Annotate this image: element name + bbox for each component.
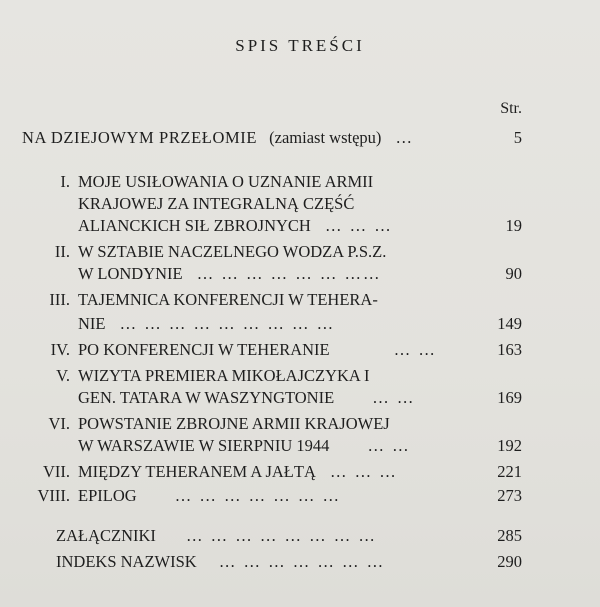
toc-page-number: 192 [497, 436, 522, 455]
leader-dots: … … … [330, 462, 398, 481]
chapter-number: II. [54, 242, 70, 261]
chapter-number: VII. [42, 462, 70, 481]
leader-dots: … … … … … … … … [186, 526, 377, 545]
toc-page-number: 149 [497, 314, 522, 333]
toc-entry-line: POWSTANIE ZBROJNE ARMII KRAJOWEJ [78, 414, 390, 433]
toc-entry-text: NIE [78, 314, 106, 333]
toc-entry-line: WIZYTA PREMIERA MIKOŁAJCZYKA I [78, 366, 370, 385]
toc-entry-text: W WARSZAWIE W SIERPNIU 1944 [78, 436, 330, 455]
toc-page-number: 285 [497, 526, 522, 545]
chapter-number: III. [49, 290, 70, 309]
toc-entry-line: W SZTABIE NACZELNEGO WODZA P.S.Z. [78, 242, 387, 261]
page-column-header: Str. [500, 100, 522, 117]
chapter-number: IV. [50, 340, 70, 359]
chapter-number: VI. [48, 414, 70, 433]
toc-entry-text: INDEKS NAZWISK [56, 552, 197, 571]
leader-dots: … … … … … … … [218, 552, 386, 571]
toc-entry-line: KRAJOWEJ ZA INTEGRALNĄ CZĘŚĆ [78, 194, 355, 213]
page-title: SPIS TREŚCI [235, 36, 365, 55]
toc-page-number: 5 [513, 128, 522, 147]
leader-dots: … … … [324, 216, 393, 235]
toc-entry-text: ALIANCKICH SIŁ ZBROJNYCH [78, 216, 311, 235]
toc-entry-text: MIĘDZY TEHERANEM A JAŁTĄ [78, 462, 316, 481]
toc-entry-line [78, 486, 341, 506]
toc-page-number: 19 [505, 216, 522, 235]
toc-entry-text: ZAŁĄCZNIKI [56, 526, 156, 545]
toc-page-number: 169 [497, 388, 522, 407]
toc-entry-line: TAJEMNICA KONFERENCJI W TEHERA- [78, 290, 378, 309]
toc-page-number: 273 [497, 486, 522, 505]
toc-page-number: 90 [505, 264, 522, 283]
toc-entry-appendices [56, 526, 377, 546]
toc-entry-index [56, 552, 385, 572]
toc-entry-line [78, 264, 382, 284]
leader-dots: … … [393, 340, 437, 359]
toc-entry-line [78, 314, 335, 334]
toc-entry-line [78, 462, 398, 482]
leader-dots: … … [372, 388, 416, 407]
toc-entry-line: MOJE USIŁOWANIA O UZNANIE ARMII [78, 172, 374, 191]
leader-dots: … [395, 128, 415, 147]
chapter-number: V. [56, 366, 70, 385]
toc-entry-line [78, 388, 415, 408]
toc-entry-text: W LONDYNIE [78, 264, 183, 283]
toc-entry-line [78, 436, 411, 456]
toc-entry-subtitle: (zamiast wstępu) [269, 128, 382, 147]
leader-dots: … … … … … … … [174, 486, 342, 505]
toc-entry-text: GEN. TATARA W WASZYNGTONIE [78, 388, 335, 407]
toc-page-number: 290 [497, 552, 522, 571]
toc-entry-intro [22, 128, 414, 148]
chapter-number: VIII. [37, 486, 70, 505]
toc-entry-text: NA DZIEJOWYM PRZEŁOMIE [22, 128, 258, 147]
toc-entry-line [78, 340, 437, 360]
leader-dots: … … … … … … …… [196, 264, 382, 283]
leader-dots: … … … … … … … … … [119, 314, 336, 333]
leader-dots: … … [367, 436, 411, 455]
toc-entry-line [78, 216, 393, 236]
toc-page-number: 163 [497, 340, 522, 359]
toc-entry-text: EPILOG [78, 486, 137, 505]
toc-entry-text: PO KONFERENCJI W TEHERANIE [78, 340, 330, 359]
chapter-number: I. [60, 172, 70, 191]
toc-page-number: 221 [497, 462, 522, 481]
